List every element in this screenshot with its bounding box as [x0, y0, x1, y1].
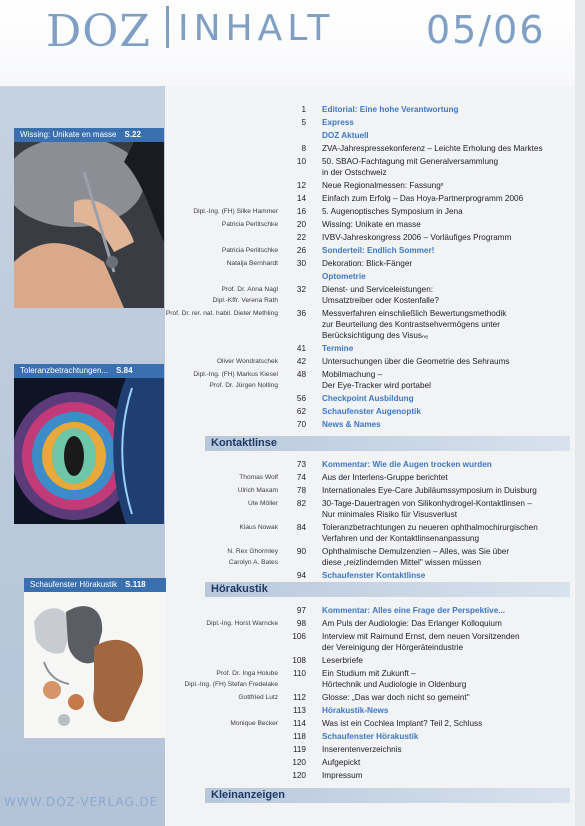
- toc-page-number: 110: [292, 669, 306, 678]
- toc-title: Termine: [322, 344, 354, 353]
- toc-page-number: 10: [296, 157, 306, 166]
- toc-page-number: 20: [296, 220, 306, 229]
- toc-page-number: 70: [296, 420, 306, 429]
- toc-title: Messverfahren einschließlich Bewertungsmethodik: [322, 309, 507, 318]
- toc-page-number: 97: [296, 606, 306, 615]
- toc-author: Dipl.-Kffr. Verena Rath: [212, 297, 278, 304]
- card-caption: [14, 128, 164, 142]
- toc-title: Express: [322, 118, 354, 127]
- toc-page-number: 113: [292, 706, 306, 715]
- toc-author: Prof. Dr. rer. nat. habil. Dieter Methling: [165, 310, 278, 317]
- toc-page-number: 73: [296, 460, 306, 469]
- magazine-logo: DOZ: [46, 6, 151, 57]
- toc-title: Optometrie: [322, 272, 366, 281]
- toc-title: Toleranzbetrachtungen zu neueren ophthalmochirurgischen: [322, 523, 538, 532]
- toc-title: Berücksichtigung des Visusₙₑ: [322, 331, 429, 340]
- toc-page-number: 8: [301, 144, 306, 153]
- toc-page-number: 5: [301, 118, 306, 127]
- card-page-ref: S.22: [124, 130, 141, 139]
- toc-page-number: 112: [292, 693, 306, 702]
- feature-image-hearing-aids: [24, 592, 166, 738]
- toc-title: Ein Studium mit Zukunft –: [322, 669, 416, 678]
- toc-title: DOZ Aktuell: [322, 131, 369, 140]
- toc-title: Schaufenster Hörakustik: [322, 732, 419, 741]
- toc-title: Am Puls der Audiologie: Das Erlanger Kolloquium: [322, 619, 502, 628]
- card-caption: [24, 578, 166, 592]
- toc-page-number: 48: [296, 370, 306, 379]
- toc-author: Patricia Perlitschke: [221, 247, 278, 254]
- toc-title: Untersuchungen über die Geometrie des Sehraums: [322, 357, 510, 366]
- toc-author: Carolyn A. Bates: [228, 559, 278, 566]
- toc-author: Oliver Wondratschek: [216, 358, 278, 365]
- toc-page-number: 1: [301, 105, 306, 114]
- toc-page-number: 118: [292, 732, 306, 741]
- toc-page-number: 74: [296, 473, 306, 482]
- toc-title: Einfach zum Erfolg – Das Hoya-Partnerprogramm 2006: [322, 194, 524, 203]
- toc-page-number: 120: [292, 758, 306, 767]
- toc-title: Checkpoint Ausbildung: [322, 394, 414, 403]
- toc-page-number: 62: [296, 407, 306, 416]
- toc-title: Nur minimales Risiko für Visusverlust: [322, 510, 457, 519]
- toc-author: Klaus Nowak: [239, 524, 278, 531]
- toc-page-number: 108: [292, 656, 306, 665]
- toc-author: Dipl.-Ing. (FH) Stefan Fredelake: [184, 681, 278, 688]
- toc-author: Dipl.-Ing. (FH) Silke Hammer: [193, 208, 278, 215]
- toc-page-number: 36: [296, 309, 306, 318]
- toc-title: Schaufenster Augenoptik: [322, 407, 421, 416]
- toc-author: Thomas Wolf: [239, 474, 278, 481]
- toc-title: in der Ostschweiz: [322, 168, 387, 177]
- toc-page-number: 78: [296, 486, 306, 495]
- toc-page-number: 26: [296, 246, 306, 255]
- toc-page-number: 119: [292, 745, 306, 754]
- toc-title: Leserbriefe: [322, 656, 363, 665]
- toc-title: Ophthalmische Demulzenzien – Alles, was Sie über: [322, 547, 510, 556]
- toc-page-number: 106: [292, 632, 306, 641]
- toc-title: Hörakustik-News: [322, 706, 389, 715]
- toc-title: 50. SBAO-Fachtagung mit Generalversammlung: [322, 157, 499, 166]
- toc-title: diese „reizlindernden Mittel" wissen müssen: [322, 558, 481, 567]
- rubric-kontaktlinse: Kontaktlinse: [205, 436, 570, 451]
- toc-title: Dienst- und Serviceleistungen:: [322, 285, 434, 294]
- toc-title: IVBV-Jahreskongress 2006 – Vorläufiges Programm: [322, 233, 512, 242]
- toc-title: Inserentenverzeichnis: [322, 745, 402, 754]
- toc-page-number: 90: [296, 547, 306, 556]
- toc-title: Schaufenster Kontaktlinse: [322, 571, 426, 580]
- toc-title: Internationales Eye-Care Jubiläumssymposium in Duisburg: [322, 486, 537, 495]
- rubric-hoerakustik: Hörakustik: [205, 582, 570, 597]
- rubric-kleinanzeigen: Kleinanzeigen: [205, 788, 570, 803]
- toc-title: Kommentar: Wie die Augen trocken wurden: [322, 460, 492, 469]
- feature-card-wissing[interactable]: [14, 128, 164, 308]
- page-title: INHALT: [178, 8, 335, 49]
- logo-divider: [166, 6, 169, 48]
- toc-title: Kommentar: Alles eine Frage der Perspektive...: [322, 606, 506, 615]
- issue-number: 05/06: [426, 8, 546, 52]
- toc-title: News & Names: [322, 420, 381, 429]
- toc-author: Prof. Dr. Inga Holube: [216, 670, 278, 677]
- page-edge: [575, 0, 585, 826]
- toc-title: 5. Augenoptisches Symposium in Jena: [322, 207, 463, 216]
- publisher-url[interactable]: WWW.DOZ-VERLAG.DE: [4, 795, 159, 809]
- toc-title: Glosse: „Das war doch nicht so gemeint": [322, 693, 470, 702]
- toc-title: ZVA-Jahrespressekonferenz – Leichte Erholung des Marktes: [322, 144, 543, 153]
- toc-title: Neue Regionalmessen: Fassungˣ: [322, 181, 444, 190]
- card-page-ref: S.84: [116, 366, 133, 375]
- toc-page-number: 12: [296, 181, 306, 190]
- toc-page-number: 94: [296, 571, 306, 580]
- toc-title: der Vereinigung der Hörgeräteindustrie: [322, 643, 464, 652]
- toc-page-number: 14: [296, 194, 306, 203]
- card-caption-text: Toleranzbetrachtungen...: [20, 366, 109, 375]
- toc-page-number: 98: [296, 619, 306, 628]
- toc-page-number: 42: [296, 357, 306, 366]
- toc-author: Dipl.-Ing. Horst Warncke: [206, 620, 278, 627]
- toc-page-number: 82: [296, 499, 306, 508]
- toc-page-number: 22: [296, 233, 306, 242]
- toc-title: Wissing: Unikate en masse: [322, 220, 421, 229]
- toc-title: zur Beurteilung des Kontrastsehvermögens unter: [322, 320, 500, 329]
- toc-title: Verfahren und der Kontaktlinsenanpassung: [322, 534, 480, 543]
- toc-page-number: 16: [296, 207, 306, 216]
- toc-title: Dekoration: Blick-Fänger: [322, 259, 413, 268]
- toc-page-number: 56: [296, 394, 306, 403]
- feature-card-hoerakustik[interactable]: [24, 578, 166, 738]
- card-caption-text: Wissing: Unikate en masse: [20, 130, 117, 139]
- toc-title: Hörtechnik und Audiologie in Oldenburg: [322, 680, 467, 689]
- toc-page-number: 41: [296, 344, 306, 353]
- toc-title: Was ist ein Cochlea Implant? Teil 2, Schluss: [322, 719, 483, 728]
- toc-title: Mobilmachung –: [322, 370, 383, 379]
- toc-author: N. Rex Ghormley: [227, 548, 278, 555]
- toc-page-number: 30: [296, 259, 306, 268]
- toc-author: Dipl.-Ing. (FH) Markus Kiesel: [193, 371, 278, 378]
- toc-author: Prof. Dr. Anna Nagl: [221, 286, 278, 293]
- toc-title: Editorial: Eine hohe Verantwortung: [322, 105, 459, 114]
- toc-author: Ute Möller: [247, 500, 278, 507]
- toc-page-number: 114: [292, 719, 306, 728]
- toc-author: Ulrich Maxam: [237, 487, 278, 494]
- toc-page-number: 120: [292, 771, 306, 780]
- toc-title: Der Eye-Tracker wird portabel: [322, 381, 431, 390]
- toc-title: Aufgepickt: [322, 758, 361, 767]
- toc-page-number: 32: [296, 285, 306, 294]
- card-page-ref: S.118: [125, 580, 146, 589]
- toc-page-number: 84: [296, 523, 306, 532]
- toc-author: Natalja Bernhardt: [226, 260, 278, 267]
- toc-author: Prof. Dr. Jürgen Nolting: [209, 382, 278, 389]
- toc-author: Gottfried Lutz: [238, 694, 278, 701]
- toc-title: Sonderteil: Endlich Sommer!: [322, 246, 435, 255]
- toc-title: 30-Tage-Dauertragen von Silikonhydrogel-Kontaktlinsen –: [322, 499, 532, 508]
- toc-title: Umsatztreiber oder Kostenfalle?: [322, 296, 439, 305]
- toc-title: Impressum: [322, 771, 363, 780]
- toc-title: Interview mit Raimund Ernst, dem neuen Vorsitzenden: [322, 632, 520, 641]
- toc-title: Aus der Interlens-Gruppe berichtet: [322, 473, 448, 482]
- toc-author: Patricia Perlitschke: [221, 221, 278, 228]
- card-caption-text: Schaufenster Hörakustik: [30, 580, 118, 589]
- toc-author: Monique Becker: [230, 720, 278, 727]
